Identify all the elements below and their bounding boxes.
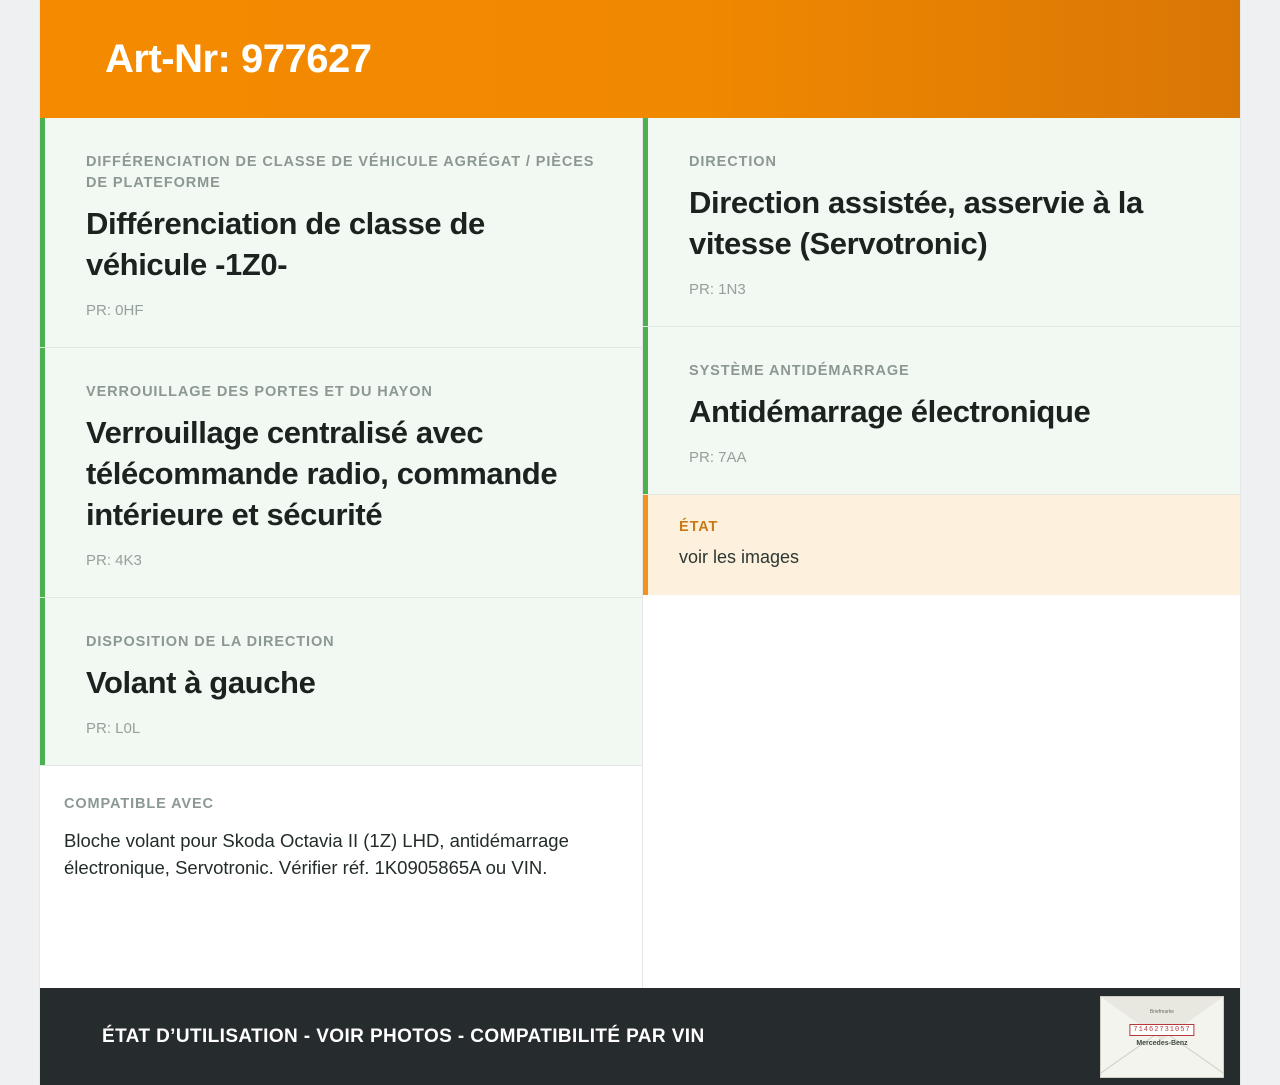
compatibility-card (40, 766, 642, 913)
accent-bar (40, 118, 45, 347)
compatibility-text: Bloche volant pour Skoda Octavia II (1Z) LHD, antidémarrage électronique, Servotronic. Vérifier réf. 1K0905865A ou VIN. (64, 829, 569, 879)
footer-note: ÉTAT D’UTILISATION - VOIR PHOTOS - COMPATIBILITÉ PAR VIN (102, 1025, 705, 1047)
accent-bar (643, 327, 648, 494)
spec-value: Volant à gauche (86, 664, 316, 700)
accent-bar (643, 495, 648, 595)
spec-value: Différenciation de classe de véhicule -1Z0- (86, 206, 485, 282)
spec-card-door-locking[interactable] (40, 348, 642, 598)
right-column (643, 118, 1240, 988)
spec-value: Verrouillage centralisé avec télécommande radio, commande intérieure et sécurité (86, 414, 558, 532)
condition-card[interactable] (643, 495, 1240, 595)
right-column-filler (643, 595, 1240, 988)
stamp-barcode: 71462731057 (1129, 1024, 1194, 1036)
spec-label: DISPOSITION DE LA DIRECTION (86, 633, 335, 650)
accent-bar (40, 598, 45, 765)
listing-sheet (40, 0, 1240, 1085)
page-title: Art-Nr: 977627 (105, 36, 372, 81)
spec-card-steering-side[interactable] (40, 598, 642, 766)
accent-bar (40, 348, 45, 597)
spec-pr-code: PR: L0L (86, 719, 141, 737)
spec-card-immobilizer[interactable] (643, 327, 1240, 495)
spec-card-power-steering[interactable] (643, 118, 1240, 327)
spec-card-vehicle-class[interactable] (40, 118, 642, 348)
header-bar (40, 0, 1240, 118)
spec-label: DIRECTION (689, 154, 777, 170)
spec-value: Direction assistée, asservie à la vitesse (Servotronic) (689, 185, 1143, 261)
spec-pr-code: PR: 7AA (689, 448, 747, 466)
spec-pr-code: PR: 4K3 (86, 551, 142, 569)
footer-bar (40, 988, 1240, 1085)
content-area (40, 118, 1240, 988)
stamp-top-text: Briefmarke (1149, 1008, 1175, 1015)
postage-stamp-icon (1100, 996, 1224, 1078)
stamp-brand: Mercedes-Benz (1136, 1039, 1188, 1047)
spec-value: Antidémarrage électronique (689, 393, 1091, 429)
accent-bar (643, 118, 648, 326)
spec-label: VERROUILLAGE DES PORTES ET DU HAYON (86, 383, 433, 400)
left-column (40, 118, 643, 988)
condition-value: voir les images (679, 546, 800, 567)
condition-label: ÉTAT (679, 518, 719, 535)
compatibility-label: COMPATIBLE AVEC (64, 795, 214, 812)
spec-pr-code: PR: 1N3 (689, 280, 746, 298)
spec-pr-code: PR: 0HF (86, 301, 144, 319)
spec-label: DIFFÉRENCIATION DE CLASSE DE VÉHICULE AGRÉGAT / PIÈCES DE PLATEFORME (86, 154, 595, 192)
spec-label: SYSTÈME ANTIDÉMARRAGE (689, 362, 910, 379)
